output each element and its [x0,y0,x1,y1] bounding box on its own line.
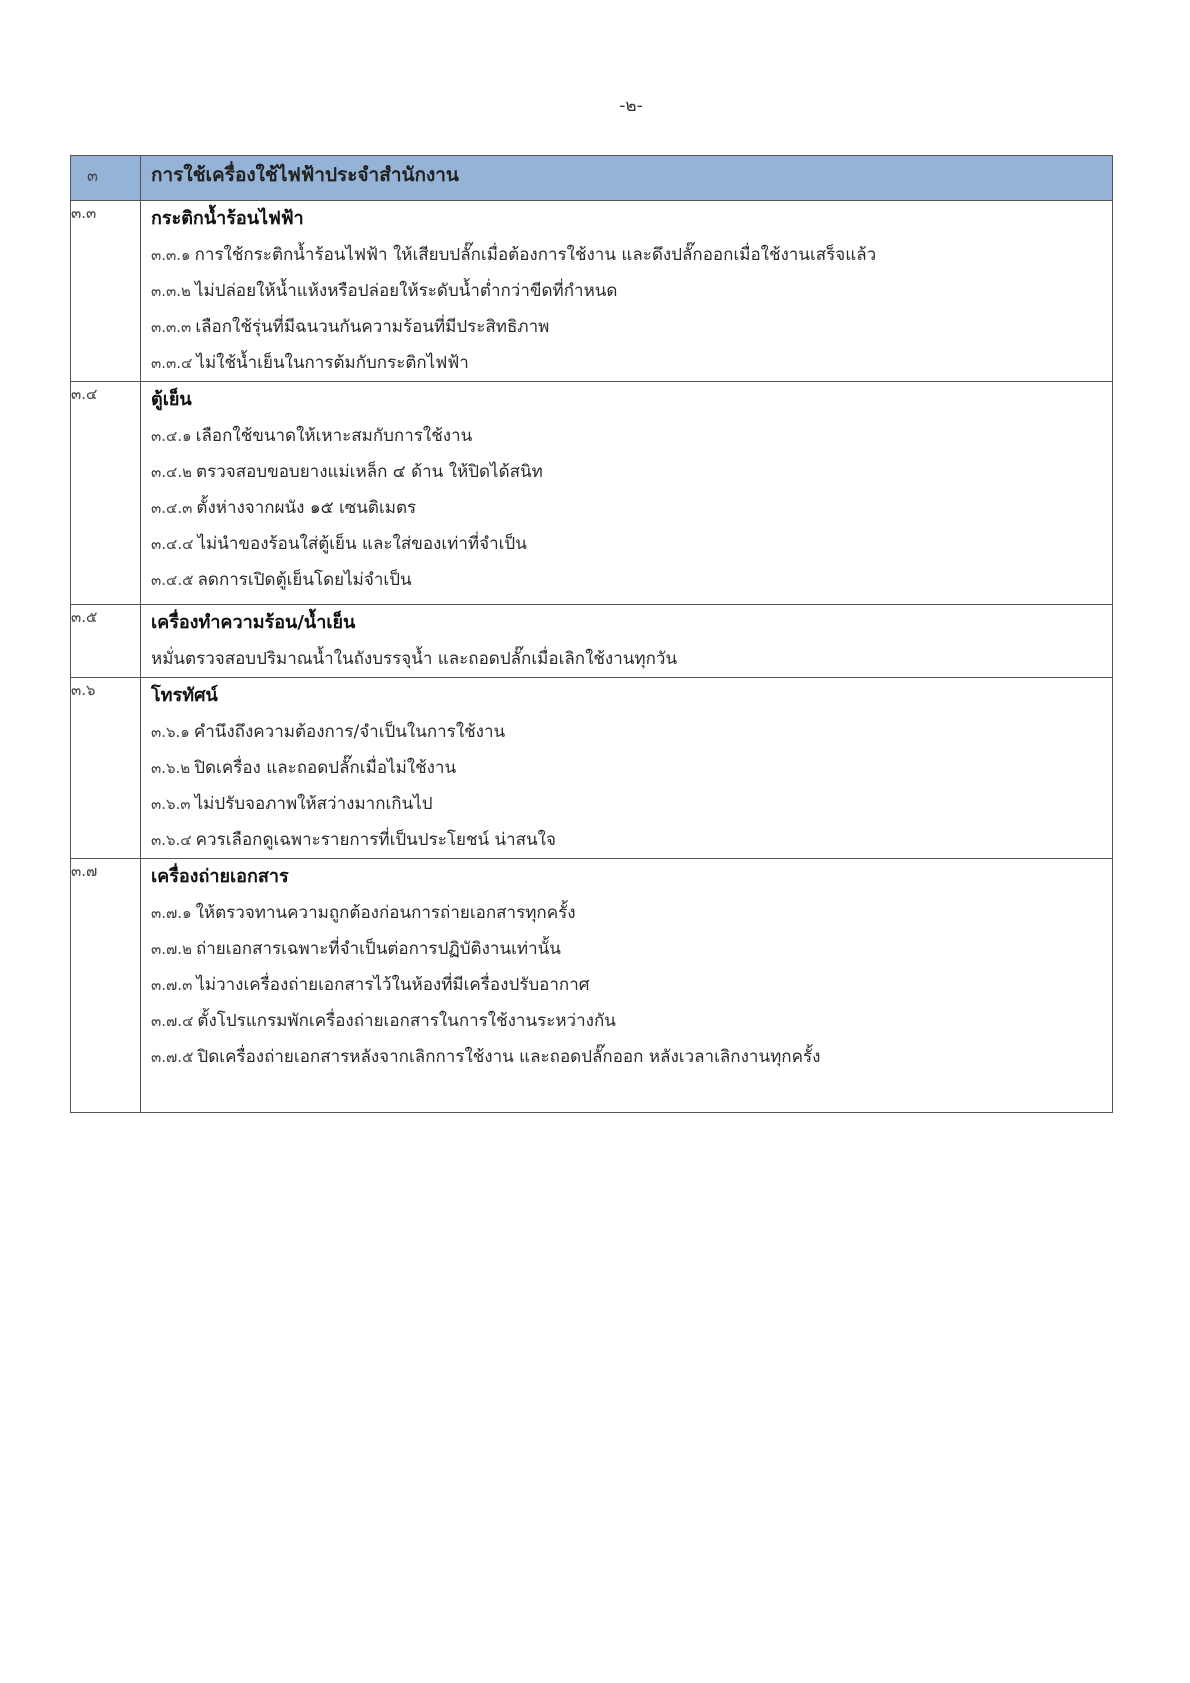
header-title: การใช้เครื่องใช้ไฟฟ้าประจำสำนักงาน [141,156,1113,201]
section-title: เครื่องถ่ายเอกสาร [151,866,289,887]
header-number: ๓ [71,156,141,201]
section-row-water-dispenser [71,605,1113,678]
list-item: หมั่นตรวจสอบปริมาณน้ำในถังบรรจุน้ำ และถอดปลั๊กเมื่อเลิกใช้งานทุกวัน [151,649,678,669]
list-item: ๓.๓.๓ เลือกใช้รุ่นที่มีฉนวนกันความร้อนที่มีประสิทธิภาพ [151,317,550,337]
section-row-kettle [71,201,1113,382]
list-item: ๓.๓.๒ ไม่ปล่อยให้น้ำแห้งหรือปล่อยให้ระดับน้ำต่ำกว่าขีดที่กำหนด [151,281,618,301]
list-item: ๓.๗.๔ ตั้งโปรแกรมพักเครื่องถ่ายเอกสารในการใช้งานระหว่างกัน [151,1011,616,1031]
section-number: ๓.๓ [71,201,141,382]
list-item: ๓.๗.๑ ให้ตรวจทานความถูกต้องก่อนการถ่ายเอกสารทุกครั้ง [151,903,576,923]
section-content [141,859,1113,1113]
list-item: ๓.๔.๑ เลือกใช้ขนาดให้เหาะสมกับการใช้งาน [151,426,473,446]
section-row-refrigerator [71,382,1113,605]
section-title: เครื่องทำความร้อน/น้ำเย็น [151,612,356,633]
list-item: ๓.๖.๒ ปิดเครื่อง และถอดปลั๊กเมื่อไม่ใช้งาน [151,758,457,778]
section-number: ๓.๕ [71,605,141,678]
list-item: ๓.๗.๒ ถ่ายเอกสารเฉพาะที่จำเป็นต่อการปฏิบัติงานเท่านั้น [151,939,561,959]
guidelines-table [70,155,1113,1113]
section-content [141,678,1113,859]
list-item: ๓.๖.๓ ไม่ปรับจอภาพให้สว่างมากเกินไป [151,794,433,814]
section-title: ตู้เย็น [151,389,192,410]
section-content [141,201,1113,382]
page-number: -๒- [619,96,643,116]
section-number: ๓.๔ [71,382,141,605]
section-content [141,382,1113,605]
list-item: ๓.๔.๓ ตั้งห่างจากผนัง ๑๕ เซนติเมตร [151,498,417,518]
section-number: ๓.๗ [71,859,141,1113]
section-title: กระติกน้ำร้อนไฟฟ้า [151,208,304,229]
list-item: ๓.๓.๔ ไม่ใช้น้ำเย็นในการต้มกับกระติกไฟฟ้า [151,353,469,373]
table-header-row [71,156,1113,201]
section-content [141,605,1113,678]
list-item: ๓.๖.๑ คำนึงถึงความต้องการ/จำเป็นในการใช้งาน [151,722,506,742]
list-item: ๓.๗.๕ ปิดเครื่องถ่ายเอกสารหลังจากเลิกการใช้งาน และถอดปลั๊กออก หลังเวลาเลิกงานทุกครั้ง [151,1047,821,1067]
section-number: ๓.๖ [71,678,141,859]
list-item: ๓.๓.๑ การใช้กระติกน้ำร้อนไฟฟ้า ให้เสียบปลั๊กเมื่อต้องการใช้งาน และดึงปลั๊กออกเมื่อใช้งานเสร็จแล้ว [151,245,877,265]
list-item: ๓.๖.๔ ควรเลือกดูเฉพาะรายการที่เป็นประโยชน์ น่าสนใจ [151,830,556,850]
list-item: ๓.๔.๔ ไม่นำของร้อนใส่ตู้เย็น และใส่ของเท่าที่จำเป็น [151,534,527,554]
list-item: ๓.๗.๓ ไม่วางเครื่องถ่ายเอกสารไว้ในห้องที่มีเครื่องปรับอากาศ [151,975,590,995]
list-item: ๓.๔.๒ ตรวจสอบขอบยางแม่เหล็ก ๔ ด้าน ให้ปิดได้สนิท [151,462,543,482]
section-row-television [71,678,1113,859]
list-item: ๓.๔.๕ ลดการเปิดตู้เย็นโดยไม่จำเป็น [151,570,412,590]
section-row-photocopier [71,859,1113,1113]
section-title: โทรทัศน์ [151,685,218,706]
